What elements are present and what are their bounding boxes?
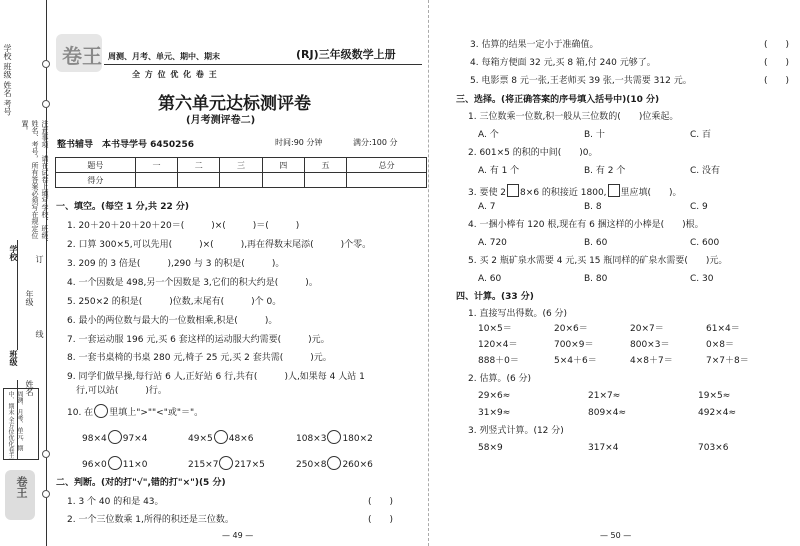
sidebar-blank-line xyxy=(17,240,18,350)
sidebar-grade-label: 年级 xyxy=(25,290,34,306)
binding-hole xyxy=(42,490,50,498)
judge-2: 2. 一个三位数乘 1,所得的积还是三位数。 xyxy=(67,515,234,525)
sidebar-name-label: 姓名 xyxy=(25,380,34,396)
judge-5: 5. 电影票 8 元一张,王老师买 39 张,一共需要 312 元。 xyxy=(470,76,692,86)
direct-item: 800×3＝ xyxy=(630,340,670,350)
direct-item: 20×6＝ xyxy=(554,324,588,334)
page-number-right: — 50 — xyxy=(600,531,632,540)
compare-item: 250×8 260×6 xyxy=(296,456,373,471)
choice-1: 1. 三位数乘一位数,积一般从三位数的( )位乘起。 xyxy=(468,112,679,122)
score-header: 二 xyxy=(178,158,220,173)
book-title: (RJ)三年级数学上册 xyxy=(296,48,396,61)
direct-item: 0×8＝ xyxy=(706,340,734,350)
score-cell[interactable] xyxy=(220,173,262,188)
header-tagline: 周测、月考、单元、期中、期末 xyxy=(108,52,220,61)
choice-2: 2. 601×5 的积的中间( )0。 xyxy=(468,148,598,158)
calc-direct: 1. 直接写出得数。(6 分) xyxy=(468,309,568,319)
blank-square xyxy=(608,184,620,197)
judge-4: 4. 每箱方便面 32 元,买 8 箱,付 240 元够了。 xyxy=(470,58,656,68)
choice-2-c[interactable]: C. 没有 xyxy=(690,166,721,176)
sidebar-logo-box: 周测、月考、单元、期中、期末 全方位优化卷王 xyxy=(3,388,39,460)
q-9: 9. 同学们做早操,每行站 6 人,正好站 6 行,共有( )人,如果每 4 人站 1 xyxy=(67,372,365,382)
time-limit: 时间:90 分钟 xyxy=(275,138,323,147)
vertical-item: 58×9 xyxy=(478,443,503,453)
score-cell[interactable] xyxy=(262,173,304,188)
direct-item: 10×5＝ xyxy=(478,324,512,334)
q-4: 4. 一个因数是 498,另一个因数是 3,它们的积大约是( )。 xyxy=(67,278,318,288)
binding-hole xyxy=(42,450,50,458)
choice-5-a[interactable]: A. 60 xyxy=(478,274,502,284)
estimate-item: 492×4≈ xyxy=(698,408,736,418)
section-calc: 四、计算。(33 分) xyxy=(456,292,534,302)
choice-1-b[interactable]: B. 十 xyxy=(584,130,605,140)
choice-4-b[interactable]: B. 60 xyxy=(584,238,608,248)
section-fill: 一、填空。(每空 1 分,共 22 分) xyxy=(56,202,189,212)
score-cell[interactable] xyxy=(135,173,177,188)
score-cell[interactable] xyxy=(347,173,427,188)
estimate-item: 809×4≈ xyxy=(588,408,626,418)
choice-5-b[interactable]: B. 80 xyxy=(584,274,608,284)
choice-3-b[interactable]: B. 8 xyxy=(584,202,602,212)
sidebar-zone-1: 学校 班级 姓名 考号 xyxy=(3,44,12,116)
direct-item: 61×4＝ xyxy=(706,324,740,334)
guide-number: 整书辅导 本书导学号 6450256 xyxy=(57,140,194,150)
compare-circle[interactable] xyxy=(108,430,122,444)
compare-circle[interactable] xyxy=(219,456,233,470)
choice-2-a[interactable]: A. 有 1 个 xyxy=(478,166,520,176)
q-8: 8. 一套书桌椅的书桌 280 元,椅子 25 元,买 2 套共需( )元。 xyxy=(67,353,332,363)
binding-hole xyxy=(42,60,50,68)
score-header: 题号 xyxy=(56,158,136,173)
sidebar-notes: 注意事项：请在试卷上填写学校、班级、姓名、考号，所有答案必须写在规定位置。 xyxy=(21,120,49,246)
sidebar-line-label: 线 xyxy=(35,330,44,338)
choice-5-c[interactable]: C. 30 xyxy=(690,274,714,284)
compare-circle[interactable] xyxy=(327,430,341,444)
score-header: 四 xyxy=(262,158,304,173)
judge-5-answer[interactable]: ( ) xyxy=(764,76,790,86)
q-3: 3. 209 的 3 倍是( ),290 与 3 的积是( )。 xyxy=(67,259,285,269)
estimate-item: 31×9≈ xyxy=(478,408,511,418)
page-number-left: — 49 — xyxy=(222,531,254,540)
compare-item: 108×3 180×2 xyxy=(296,430,373,445)
q-1: 1. 20＋20＋20＋20＋20＝( )×( )＝( ) xyxy=(67,221,300,231)
choice-4: 4. 一捆小棒有 120 根,现在有 6 捆这样的小棒是( )根。 xyxy=(468,220,704,230)
q-2: 2. 口算 300×5,可以先用( )×( ),再在得数末尾添( )个零。 xyxy=(67,240,372,250)
score-header: 五 xyxy=(304,158,346,173)
compare-circle[interactable] xyxy=(214,430,228,444)
estimate-item: 21×7≈ xyxy=(588,391,621,401)
compare-item: 215×7 217×5 xyxy=(188,456,265,471)
score-header: 总分 xyxy=(347,158,427,173)
q-5: 5. 250×2 的积是( )位数,末尾有( )个 0。 xyxy=(67,297,282,307)
direct-item: 700×9＝ xyxy=(554,340,594,350)
page-divider xyxy=(428,0,429,546)
score-header: 一 xyxy=(135,158,177,173)
judge-1: 1. 3 个 40 的和是 43。 xyxy=(67,497,164,507)
score-table xyxy=(55,157,427,188)
choice-4-a[interactable]: A. 720 xyxy=(478,238,507,248)
judge-4-answer[interactable]: ( ) xyxy=(764,58,790,68)
section-judge: 二、判断。(对的打"√",错的打"×")(5 分) xyxy=(56,478,226,488)
compare-item: 98×4 97×4 xyxy=(82,430,147,445)
direct-item: 20×7＝ xyxy=(630,324,664,334)
choice-5: 5. 买 2 瓶矿泉水需要 4 元,买 15 瓶同样的矿泉水需要( )元。 xyxy=(468,256,728,266)
section-choice: 三、选择。(将正确答案的序号填入括号中)(10 分) xyxy=(456,95,660,105)
vertical-item: 317×4 xyxy=(588,443,619,453)
estimate-item: 19×5≈ xyxy=(698,391,731,401)
judge-2-answer[interactable]: ( ) xyxy=(368,515,394,525)
compare-circle[interactable] xyxy=(327,456,341,470)
compare-circle[interactable] xyxy=(108,456,122,470)
brand-logo: 卷王 xyxy=(56,34,102,72)
sidebar-seal: 订 xyxy=(35,255,44,263)
choice-3: 3. 要使 2 8×6 的积接近 1800, 里应填( )。 xyxy=(468,184,682,199)
choice-4-c[interactable]: C. 600 xyxy=(690,238,720,248)
page-subtitle: (月考测评卷二) xyxy=(186,115,256,126)
sidebar-logo: 卷王 xyxy=(5,470,35,520)
sidebar-school-label: 学校 xyxy=(9,245,18,261)
header-slogan: 全 方 位 优 化 卷 王 xyxy=(132,70,218,79)
estimate-item: 29×6≈ xyxy=(478,391,511,401)
q-10: 10. 在 里填上">""<"或"＝"。 xyxy=(67,404,203,419)
q-6: 6. 最小的两位数与最大的一位数相乘,积是( )。 xyxy=(67,316,278,326)
judge-1-answer[interactable]: ( ) xyxy=(368,497,394,507)
score-row-label: 得分 xyxy=(56,173,136,188)
q-9-cont: 行,可以站( )行。 xyxy=(76,386,167,396)
vertical-item: 703×6 xyxy=(698,443,729,453)
choice-3-a[interactable]: A. 7 xyxy=(478,202,496,212)
direct-item: 120×4＝ xyxy=(478,340,518,350)
calc-estimate: 2. 估算。(6 分) xyxy=(468,374,532,384)
binding-line xyxy=(46,0,47,546)
sidebar-class-label: 班级 xyxy=(9,350,18,366)
direct-item: 7×7＋8＝ xyxy=(706,356,749,366)
blank-square xyxy=(507,184,519,197)
direct-item: 888＋0＝ xyxy=(478,356,519,366)
compare-item: 96×0 11×0 xyxy=(82,456,147,471)
compare-circle-sample xyxy=(94,404,108,418)
direct-item: 5×4＋6＝ xyxy=(554,356,597,366)
score-cell[interactable] xyxy=(304,173,346,188)
score-cell[interactable] xyxy=(178,173,220,188)
compare-item: 49×5 48×6 xyxy=(188,430,253,445)
choice-3-c[interactable]: C. 9 xyxy=(690,202,708,212)
calc-vertical: 3. 列竖式计算。(12 分) xyxy=(468,426,564,436)
binding-hole xyxy=(42,100,50,108)
q-7: 7. 一套运动服 196 元,买 6 套这样的运动服大约需要( )元。 xyxy=(67,335,330,345)
direct-item: 4×8＋7＝ xyxy=(630,356,673,366)
full-score: 满分:100 分 xyxy=(353,138,398,147)
header-rule xyxy=(104,64,422,65)
judge-3: 3. 估算的结果一定小于准确值。 xyxy=(470,40,599,50)
page-title: 第六单元达标测评卷 xyxy=(158,94,311,114)
choice-1-a[interactable]: A. 个 xyxy=(478,130,499,140)
choice-2-b[interactable]: B. 有 2 个 xyxy=(584,166,626,176)
score-header: 三 xyxy=(220,158,262,173)
choice-1-c[interactable]: C. 百 xyxy=(690,130,712,140)
judge-3-answer[interactable]: ( ) xyxy=(764,40,790,50)
